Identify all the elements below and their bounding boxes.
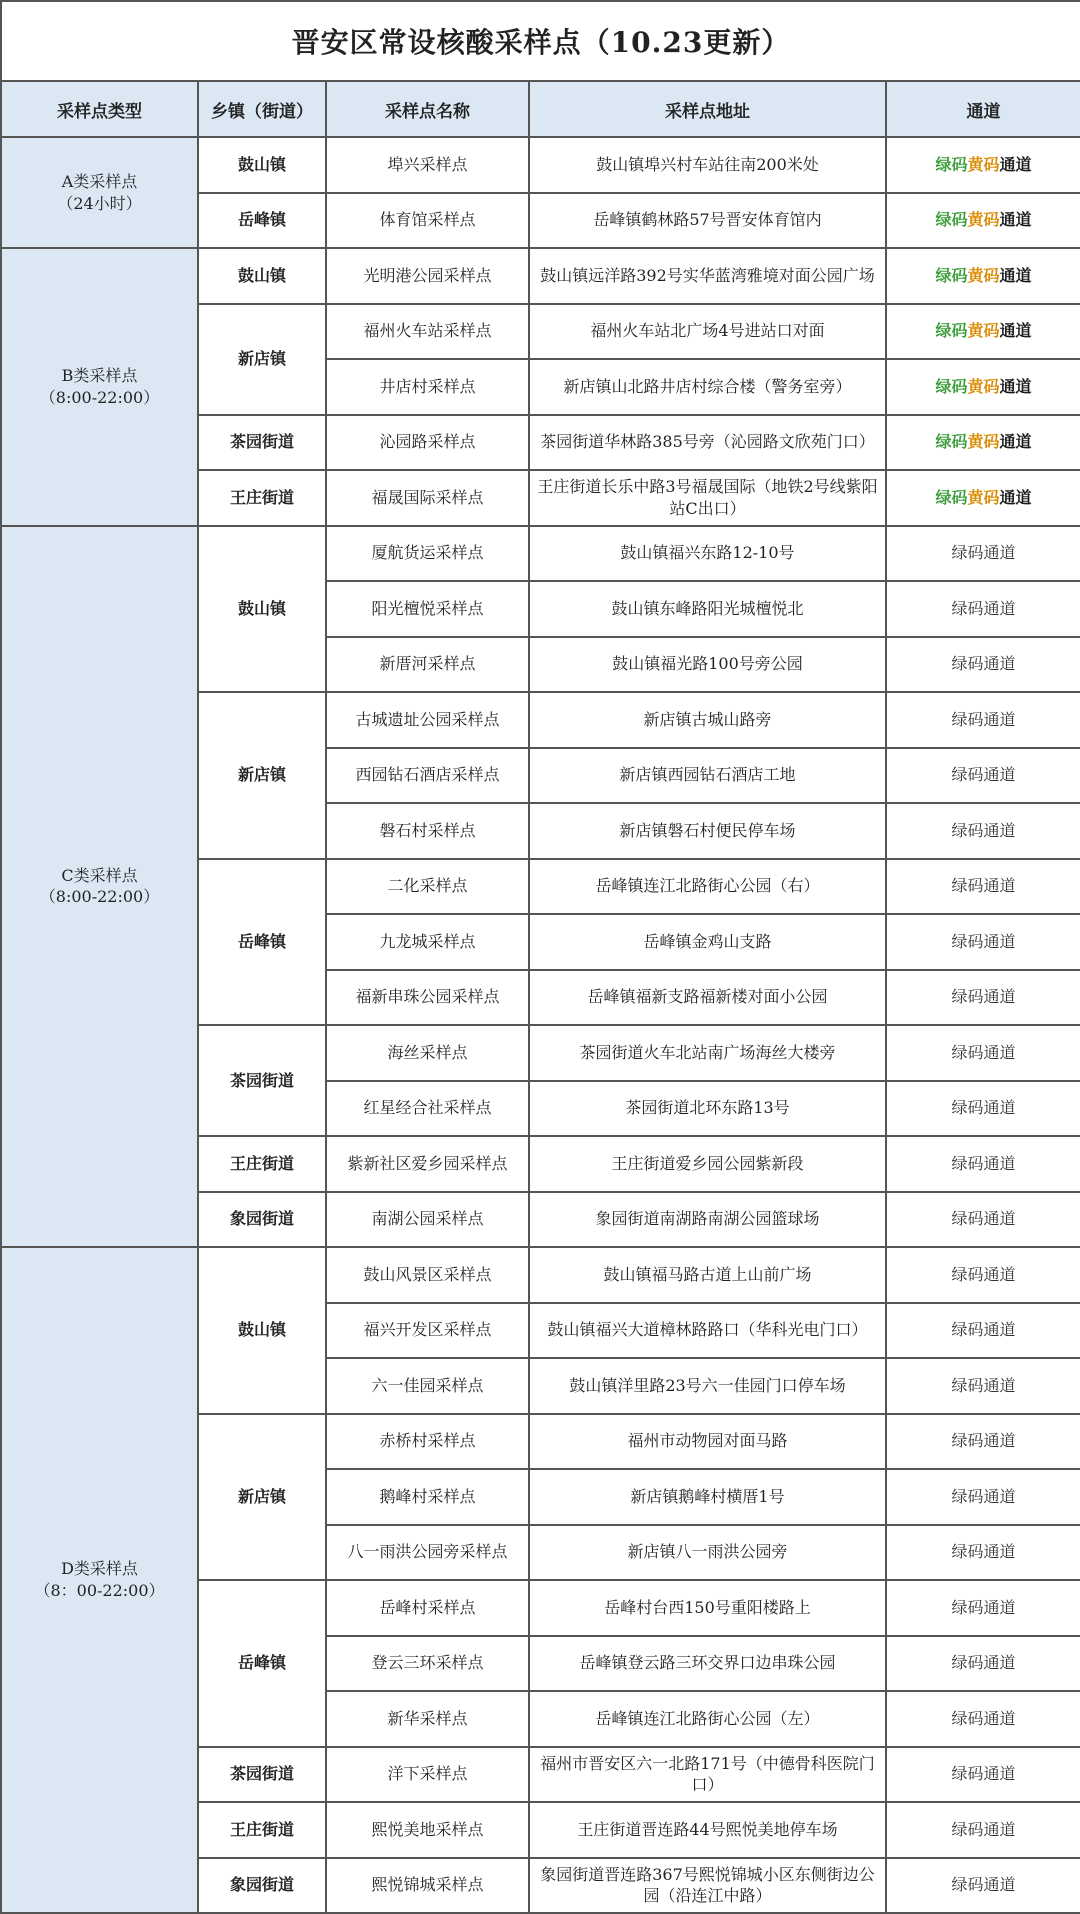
town-cell: 鼓山镇 bbox=[198, 1247, 326, 1414]
town-cell: 新店镇 bbox=[198, 692, 326, 859]
channel-cell bbox=[886, 193, 1080, 249]
channel-cell bbox=[886, 692, 1080, 748]
town-cell: 鼓山镇 bbox=[198, 526, 326, 693]
site-address-cell: 岳峰镇连江北路街心公园（右） bbox=[529, 859, 886, 915]
town-cell: 岳峰镇 bbox=[198, 859, 326, 1026]
channel-cell bbox=[886, 1025, 1080, 1081]
site-address-cell: 新店镇八一雨洪公园旁 bbox=[529, 1525, 886, 1581]
green-channel-label: 绿码通道 bbox=[951, 1375, 1016, 1395]
channel-cell bbox=[886, 1303, 1080, 1359]
type-label: D类采样点 bbox=[61, 1559, 138, 1579]
channel-suffix-label: 通道 bbox=[999, 210, 1032, 230]
site-name-cell: 岳峰村采样点 bbox=[326, 1580, 529, 1636]
type-cell bbox=[1, 137, 198, 248]
site-address-cell: 福州市动物园对面马路 bbox=[529, 1414, 886, 1470]
channel-suffix-label: 通道 bbox=[999, 376, 1032, 396]
channel-cell bbox=[886, 1469, 1080, 1525]
site-address-cell: 鼓山镇福兴东路12-10号 bbox=[529, 526, 886, 582]
site-name-cell: 埠兴采样点 bbox=[326, 137, 529, 193]
channel-cell bbox=[886, 415, 1080, 471]
channel-cell bbox=[886, 248, 1080, 304]
town-cell: 岳峰镇 bbox=[198, 193, 326, 249]
channel-cell bbox=[886, 1525, 1080, 1581]
site-address-cell: 鼓山镇福光路100号旁公园 bbox=[529, 637, 886, 693]
green-channel-label: 绿码通道 bbox=[951, 1764, 1016, 1784]
site-name-cell: 福新串珠公园采样点 bbox=[326, 970, 529, 1026]
type-label: C类采样点 bbox=[61, 865, 138, 885]
channel-cell bbox=[886, 1580, 1080, 1636]
channel-cell bbox=[886, 1358, 1080, 1414]
site-address-cell: 鼓山镇福马路古道上山前广场 bbox=[529, 1247, 886, 1303]
channel-cell bbox=[886, 581, 1080, 637]
channel-cell bbox=[886, 1414, 1080, 1470]
site-name-cell: 二化采样点 bbox=[326, 859, 529, 915]
town-cell: 鼓山镇 bbox=[198, 248, 326, 304]
channel-cell bbox=[886, 859, 1080, 915]
channel-suffix-label: 通道 bbox=[999, 487, 1032, 507]
yellow-code-label: 黄码 bbox=[967, 432, 1000, 452]
town-cell: 岳峰镇 bbox=[198, 1580, 326, 1747]
yellow-code-label: 黄码 bbox=[967, 487, 1000, 507]
site-address-cell: 王庄街道晋连路44号熙悦美地停车场 bbox=[529, 1802, 886, 1858]
green-channel-label: 绿码通道 bbox=[951, 1653, 1016, 1673]
site-address-cell: 王庄街道爱乡园公园紫新段 bbox=[529, 1136, 886, 1192]
site-address-cell: 鼓山镇埠兴村车站往南200米处 bbox=[529, 137, 886, 193]
site-address-cell: 茶园街道火车北站南广场海丝大楼旁 bbox=[529, 1025, 886, 1081]
town-cell: 王庄街道 bbox=[198, 1802, 326, 1858]
green-code-label: 绿码 bbox=[935, 321, 968, 341]
channel-suffix-label: 通道 bbox=[999, 432, 1032, 452]
channel-cell bbox=[886, 1247, 1080, 1303]
channel-cell bbox=[886, 1192, 1080, 1248]
town-cell: 茶园街道 bbox=[198, 415, 326, 471]
channel-cell bbox=[886, 637, 1080, 693]
channel-cell bbox=[886, 470, 1080, 526]
site-address-cell: 鼓山镇洋里路23号六一佳园门口停车场 bbox=[529, 1358, 886, 1414]
green-channel-label: 绿码通道 bbox=[951, 1708, 1016, 1728]
site-name-cell: 鼓山风景区采样点 bbox=[326, 1247, 529, 1303]
site-address-cell: 象园街道南湖路南湖公园篮球场 bbox=[529, 1192, 886, 1248]
green-code-label: 绿码 bbox=[935, 265, 968, 285]
site-name-cell: 九龙城采样点 bbox=[326, 914, 529, 970]
site-address-cell: 新店镇古城山路旁 bbox=[529, 692, 886, 748]
header-channel: 通道 bbox=[886, 81, 1080, 137]
type-label: A类采样点 bbox=[61, 171, 138, 191]
green-channel-label: 绿码通道 bbox=[951, 820, 1016, 840]
channel-suffix-label: 通道 bbox=[999, 154, 1032, 174]
site-name-cell: 八一雨洪公园旁采样点 bbox=[326, 1525, 529, 1581]
site-address-cell: 新店镇西园钻石酒店工地 bbox=[529, 748, 886, 804]
site-name-cell: 体育馆采样点 bbox=[326, 193, 529, 249]
site-address-cell: 岳峰镇金鸡山支路 bbox=[529, 914, 886, 970]
green-channel-label: 绿码通道 bbox=[951, 654, 1016, 674]
site-name-cell: 磐石村采样点 bbox=[326, 803, 529, 859]
site-name-cell: 红星经合社采样点 bbox=[326, 1081, 529, 1137]
green-channel-label: 绿码通道 bbox=[951, 1819, 1016, 1839]
channel-cell bbox=[886, 1858, 1080, 1914]
site-address-cell: 鼓山镇福兴大道樟林路路口（华科光电门口） bbox=[529, 1303, 886, 1359]
channel-cell bbox=[886, 1081, 1080, 1137]
site-address-cell: 岳峰镇福新支路福新楼对面小公园 bbox=[529, 970, 886, 1026]
green-code-label: 绿码 bbox=[935, 376, 968, 396]
green-channel-label: 绿码通道 bbox=[951, 931, 1016, 951]
header-address: 采样点地址 bbox=[529, 81, 886, 137]
site-name-cell: 福兴开发区采样点 bbox=[326, 1303, 529, 1359]
site-name-cell: 紫新社区爱乡园采样点 bbox=[326, 1136, 529, 1192]
town-cell: 王庄街道 bbox=[198, 470, 326, 526]
green-channel-label: 绿码通道 bbox=[951, 1320, 1016, 1340]
channel-cell bbox=[886, 137, 1080, 193]
green-channel-label: 绿码通道 bbox=[951, 709, 1016, 729]
channel-cell bbox=[886, 748, 1080, 804]
site-name-cell: 井店村采样点 bbox=[326, 359, 529, 415]
site-name-cell: 厦航货运采样点 bbox=[326, 526, 529, 582]
site-address-cell: 岳峰镇连江北路街心公园（左） bbox=[529, 1691, 886, 1747]
site-name-cell: 海丝采样点 bbox=[326, 1025, 529, 1081]
town-cell: 象园街道 bbox=[198, 1858, 326, 1914]
town-cell: 象园街道 bbox=[198, 1192, 326, 1248]
green-channel-label: 绿码通道 bbox=[951, 598, 1016, 618]
type-cell bbox=[1, 248, 198, 526]
site-address-cell: 象园街道晋连路367号熙悦锦城小区东侧街边公园（沿连江中路） bbox=[529, 1858, 886, 1914]
site-address-cell: 新店镇磐石村便民停车场 bbox=[529, 803, 886, 859]
table-row bbox=[1, 1247, 1080, 1303]
site-address-cell: 岳峰村台西150号重阳楼路上 bbox=[529, 1580, 886, 1636]
town-cell: 鼓山镇 bbox=[198, 137, 326, 193]
channel-cell bbox=[886, 1636, 1080, 1692]
site-name-cell: 西园钻石酒店采样点 bbox=[326, 748, 529, 804]
site-name-cell: 赤桥村采样点 bbox=[326, 1414, 529, 1470]
yellow-code-label: 黄码 bbox=[967, 376, 1000, 396]
green-channel-label: 绿码通道 bbox=[951, 876, 1016, 896]
town-cell: 新店镇 bbox=[198, 1414, 326, 1581]
site-name-cell: 洋下采样点 bbox=[326, 1747, 529, 1803]
site-address-cell: 岳峰镇鹤林路57号晋安体育馆内 bbox=[529, 193, 886, 249]
green-channel-label: 绿码通道 bbox=[951, 1098, 1016, 1118]
site-address-cell: 岳峰镇登云路三环交界口边串珠公园 bbox=[529, 1636, 886, 1692]
green-channel-label: 绿码通道 bbox=[951, 1209, 1016, 1229]
header-town: 乡镇（街道） bbox=[198, 81, 326, 137]
type-hours: （8:00-22:00） bbox=[39, 387, 160, 407]
page-title: 晋安区常设核酸采样点（10.23更新） bbox=[1, 1, 1080, 81]
site-address-cell: 鼓山镇远洋路392号实华蓝湾雅境对面公园广场 bbox=[529, 248, 886, 304]
green-channel-label: 绿码通道 bbox=[951, 1264, 1016, 1284]
yellow-code-label: 黄码 bbox=[967, 265, 1000, 285]
yellow-code-label: 黄码 bbox=[967, 210, 1000, 230]
site-name-cell: 光明港公园采样点 bbox=[326, 248, 529, 304]
type-cell bbox=[1, 1247, 198, 1913]
site-name-cell: 福晟国际采样点 bbox=[326, 470, 529, 526]
site-name-cell: 熙悦锦城采样点 bbox=[326, 1858, 529, 1914]
green-channel-label: 绿码通道 bbox=[951, 1486, 1016, 1506]
green-code-label: 绿码 bbox=[935, 487, 968, 507]
type-hours: （24小时） bbox=[57, 193, 142, 213]
site-address-cell: 茶园街道华林路385号旁（沁园路文欣苑门口） bbox=[529, 415, 886, 471]
channel-cell bbox=[886, 1136, 1080, 1192]
town-cell: 茶园街道 bbox=[198, 1747, 326, 1803]
header-site-name: 采样点名称 bbox=[326, 81, 529, 137]
site-name-cell: 登云三环采样点 bbox=[326, 1636, 529, 1692]
site-address-cell: 鼓山镇东峰路阳光城檀悦北 bbox=[529, 581, 886, 637]
green-channel-label: 绿码通道 bbox=[951, 1042, 1016, 1062]
site-name-cell: 新华采样点 bbox=[326, 1691, 529, 1747]
table-row bbox=[1, 526, 1080, 582]
green-channel-label: 绿码通道 bbox=[951, 987, 1016, 1007]
type-hours: （8:00-22:00） bbox=[39, 887, 160, 907]
type-hours: （8：00-22:00） bbox=[34, 1581, 165, 1600]
green-channel-label: 绿码通道 bbox=[951, 1875, 1016, 1895]
channel-cell bbox=[886, 304, 1080, 360]
channel-cell bbox=[886, 526, 1080, 582]
site-name-cell: 古城遗址公园采样点 bbox=[326, 692, 529, 748]
site-address-cell: 新店镇鹅峰村横厝1号 bbox=[529, 1469, 886, 1525]
site-address-cell: 王庄街道长乐中路3号福晟国际（地铁2号线紫阳站C出口） bbox=[529, 470, 886, 526]
site-name-cell: 熙悦美地采样点 bbox=[326, 1802, 529, 1858]
site-name-cell: 阳光檀悦采样点 bbox=[326, 581, 529, 637]
channel-suffix-label: 通道 bbox=[999, 265, 1032, 285]
site-name-cell: 福州火车站采样点 bbox=[326, 304, 529, 360]
table-row bbox=[1, 137, 1080, 193]
green-channel-label: 绿码通道 bbox=[951, 1153, 1016, 1173]
type-cell bbox=[1, 526, 198, 1248]
header-type: 采样点类型 bbox=[1, 81, 198, 137]
town-cell: 茶园街道 bbox=[198, 1025, 326, 1136]
site-name-cell: 鹅峰村采样点 bbox=[326, 1469, 529, 1525]
channel-suffix-label: 通道 bbox=[999, 321, 1032, 341]
town-cell: 新店镇 bbox=[198, 304, 326, 415]
channel-cell bbox=[886, 359, 1080, 415]
green-channel-label: 绿码通道 bbox=[951, 543, 1016, 563]
town-cell: 王庄街道 bbox=[198, 1136, 326, 1192]
green-code-label: 绿码 bbox=[935, 154, 968, 174]
site-name-cell: 新厝河采样点 bbox=[326, 637, 529, 693]
site-name-cell: 南湖公园采样点 bbox=[326, 1192, 529, 1248]
site-address-cell: 福州火车站北广场4号进站口对面 bbox=[529, 304, 886, 360]
green-channel-label: 绿码通道 bbox=[951, 1431, 1016, 1451]
site-address-cell: 新店镇山北路井店村综合楼（警务室旁） bbox=[529, 359, 886, 415]
channel-cell bbox=[886, 1747, 1080, 1803]
site-address-cell: 福州市晋安区六一北路171号（中德骨科医院门口） bbox=[529, 1747, 886, 1803]
green-channel-label: 绿码通道 bbox=[951, 1542, 1016, 1562]
channel-cell bbox=[886, 803, 1080, 859]
site-name-cell: 沁园路采样点 bbox=[326, 415, 529, 471]
table-row bbox=[1, 248, 1080, 304]
channel-cell bbox=[886, 1802, 1080, 1858]
green-code-label: 绿码 bbox=[935, 210, 968, 230]
channel-cell bbox=[886, 914, 1080, 970]
site-name-cell: 六一佳园采样点 bbox=[326, 1358, 529, 1414]
yellow-code-label: 黄码 bbox=[967, 321, 1000, 341]
green-code-label: 绿码 bbox=[935, 432, 968, 452]
site-address-cell: 茶园街道北环东路13号 bbox=[529, 1081, 886, 1137]
table-body bbox=[1, 137, 1080, 1913]
yellow-code-label: 黄码 bbox=[967, 154, 1000, 174]
channel-cell bbox=[886, 1691, 1080, 1747]
channel-cell bbox=[886, 970, 1080, 1026]
green-channel-label: 绿码通道 bbox=[951, 765, 1016, 785]
type-label: B类采样点 bbox=[61, 366, 138, 386]
green-channel-label: 绿码通道 bbox=[951, 1597, 1016, 1617]
